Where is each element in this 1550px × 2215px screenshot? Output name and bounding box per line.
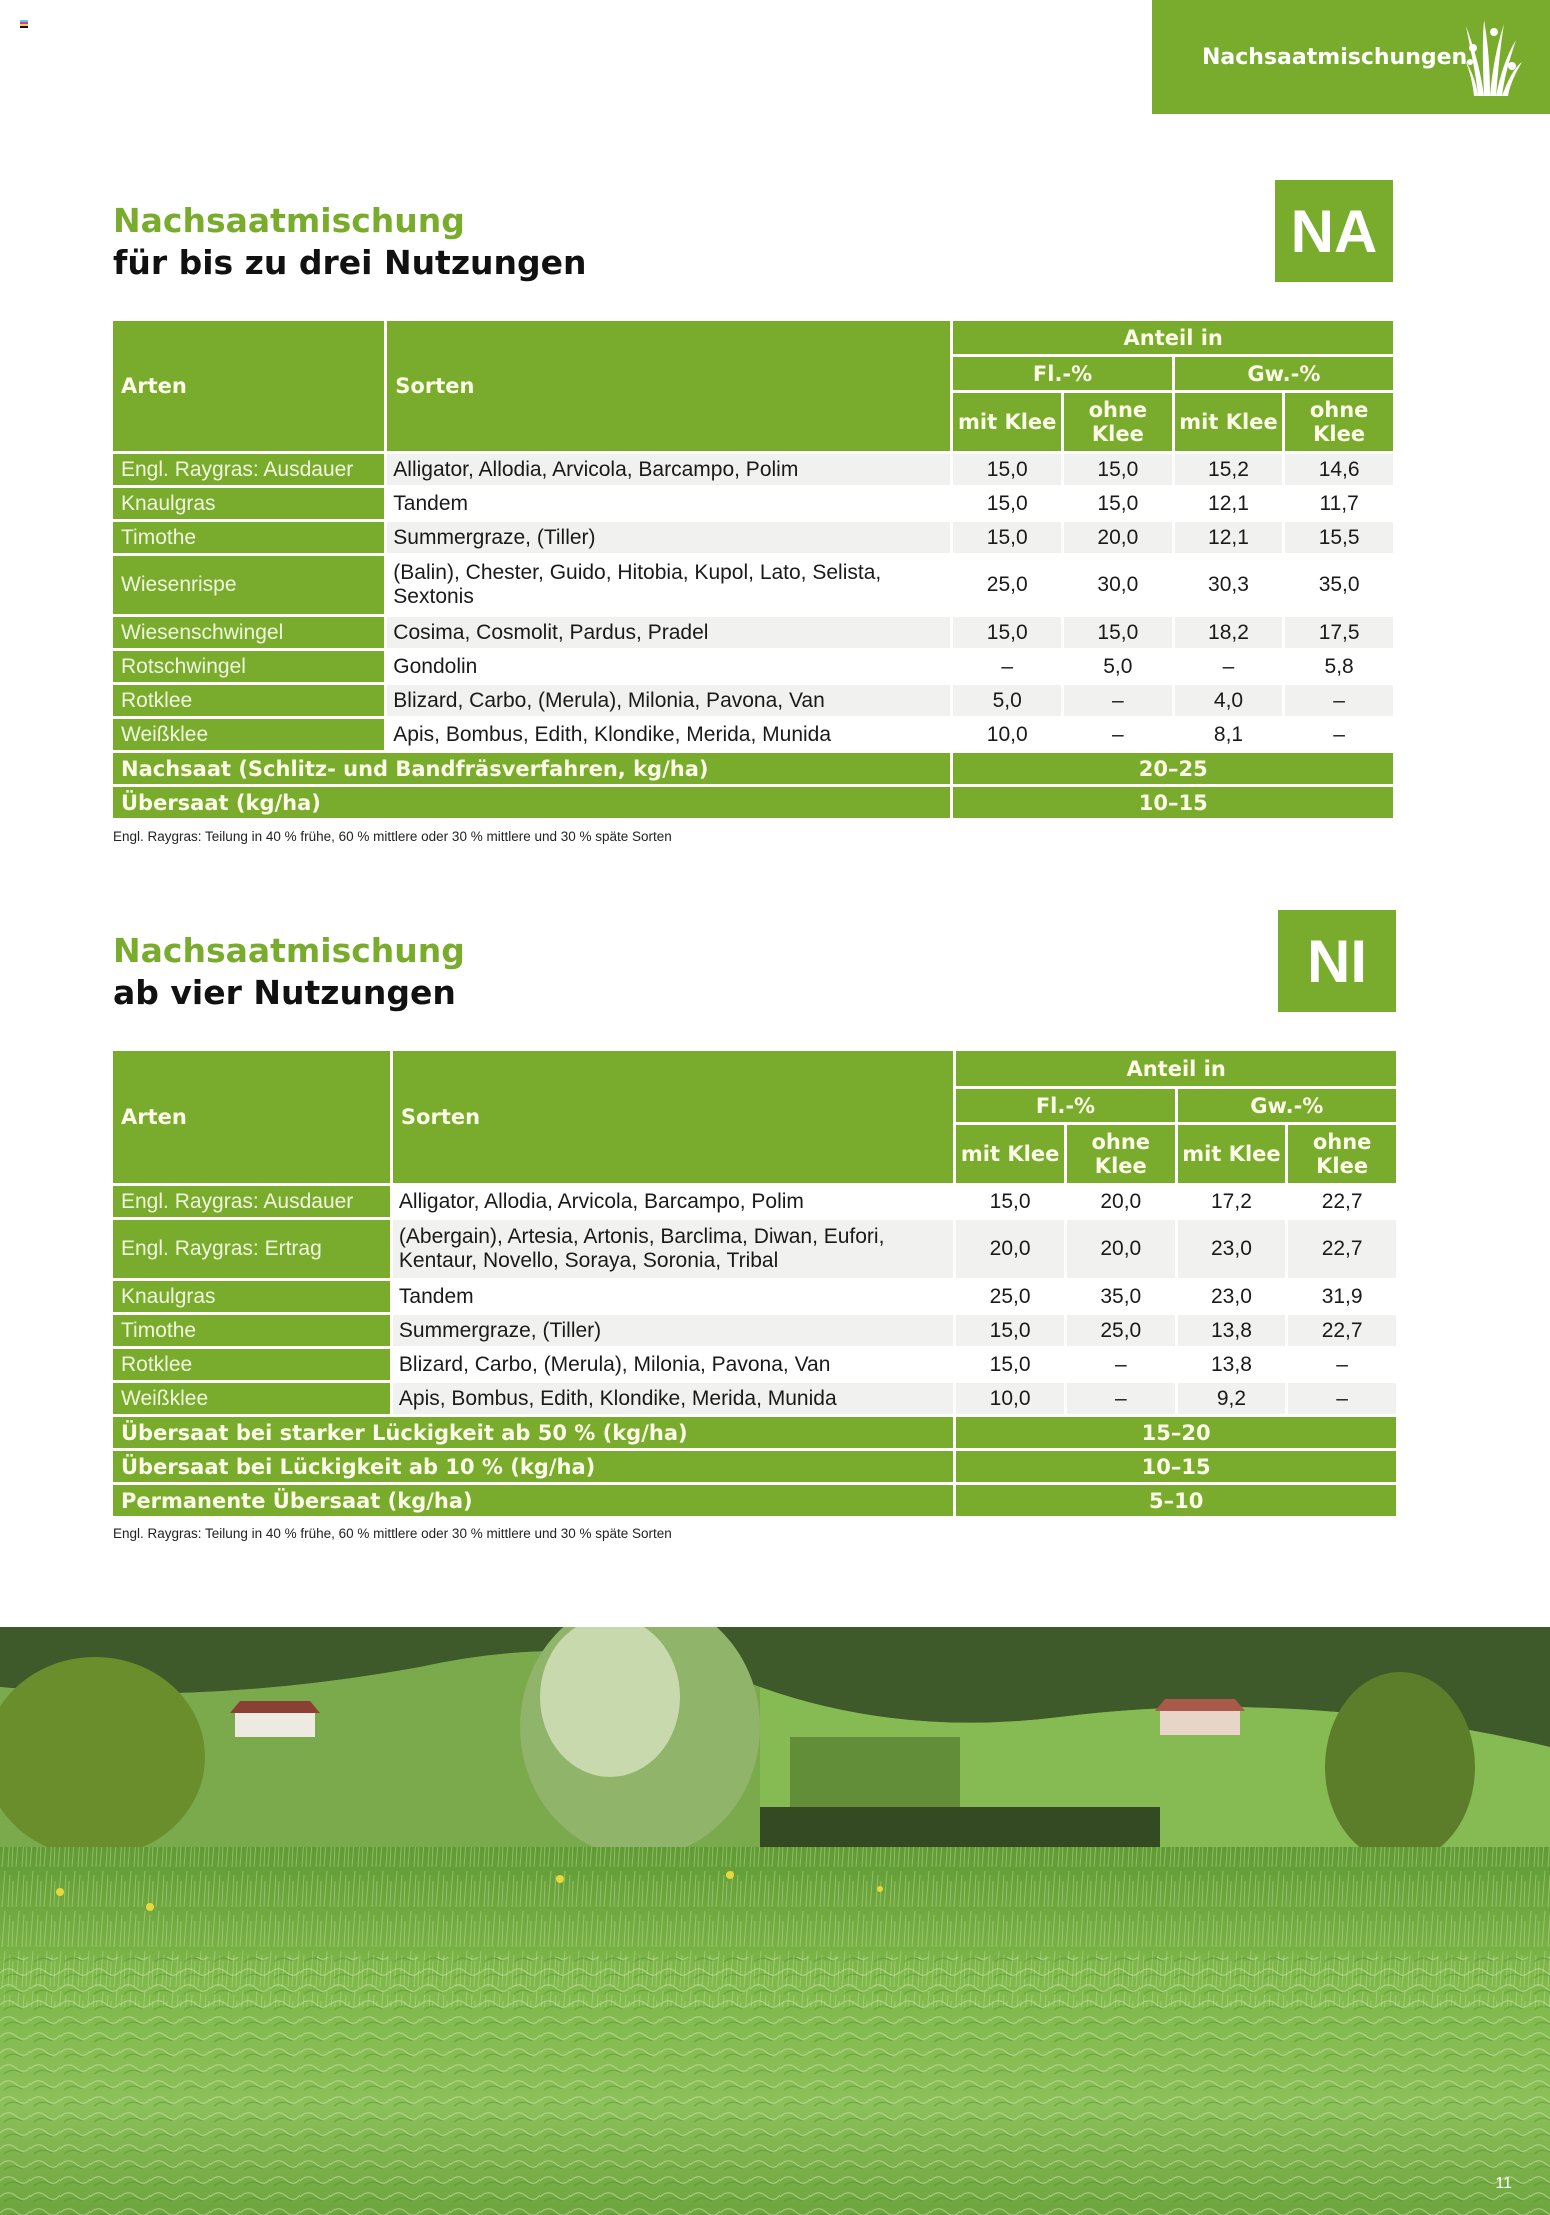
gw-ohne-cell: 14,6 [1285, 454, 1393, 485]
gw-ohne-cell: 11,7 [1285, 488, 1393, 519]
fl-mit-cell: 15,0 [953, 522, 1061, 553]
gw-mit-cell: 30,3 [1175, 556, 1283, 614]
art-cell: Rotklee [113, 1349, 390, 1380]
col-header-gw-mit-klee: mit Klee [1178, 1125, 1286, 1183]
summary-value: 10–15 [956, 1451, 1396, 1482]
gw-mit-cell: 9,2 [1178, 1383, 1286, 1414]
section-tab-label: Nachsaatmischungen [1202, 44, 1468, 70]
fl-mit-cell: 10,0 [953, 719, 1061, 750]
sorten-cell: (Abergain), Artesia, Artonis, Barclima, Diwan, Eufori, Kentaur, Novello, Soraya, Soronia, Tribal [393, 1220, 953, 1278]
table-row [113, 685, 1393, 716]
fl-ohne-cell: – [1067, 1383, 1175, 1414]
sorten-cell: Cosima, Cosmolit, Pardus, Pradel [387, 617, 950, 648]
gw-mit-cell: 17,2 [1178, 1186, 1286, 1217]
art-cell: Wiesenschwingel [113, 617, 384, 648]
gw-mit-cell: 23,0 [1178, 1281, 1286, 1312]
table-row [113, 522, 1393, 553]
fl-ohne-cell: 25,0 [1067, 1315, 1175, 1346]
gw-ohne-cell: 17,5 [1285, 617, 1393, 648]
gw-ohne-cell: 22,7 [1288, 1315, 1396, 1346]
gw-ohne-cell: 22,7 [1288, 1220, 1396, 1278]
page-number: 11 [1495, 2175, 1512, 2192]
landscape-image [0, 1627, 1550, 2215]
fl-ohne-cell: – [1067, 1349, 1175, 1380]
summary-row [113, 1451, 1396, 1482]
table-row [113, 488, 1393, 519]
sorten-cell: Apis, Bombus, Edith, Klondike, Merida, Munida [387, 719, 950, 750]
fl-mit-cell: 20,0 [956, 1220, 1064, 1278]
table-row [113, 454, 1393, 485]
summary-label: Permanente Übersaat (kg/ha) [113, 1485, 953, 1516]
gw-mit-cell: 12,1 [1175, 522, 1283, 553]
mix-na-code-badge: NA [1275, 180, 1393, 282]
sorten-cell: Blizard, Carbo, (Merula), Milonia, Pavona, Van [387, 685, 950, 716]
sorten-cell: Apis, Bombus, Edith, Klondike, Merida, Munida [393, 1383, 953, 1414]
sorten-cell: Tandem [393, 1281, 953, 1312]
grass-icon [1464, 18, 1524, 96]
art-cell: Engl. Raygras: Ertrag [113, 1220, 390, 1278]
section-tab [1152, 0, 1550, 114]
mix-na-section [113, 197, 1393, 860]
fl-mit-cell: – [953, 651, 1061, 682]
mix-ni-title: Nachsaatmischung [113, 931, 465, 970]
summary-row [113, 1485, 1396, 1516]
fl-ohne-cell: 15,0 [1064, 488, 1172, 519]
fl-ohne-cell: 20,0 [1064, 522, 1172, 553]
art-cell: Knaulgras [113, 488, 384, 519]
summary-row [113, 1417, 1396, 1448]
fl-mit-cell: 15,0 [956, 1186, 1064, 1217]
col-header-fl-pct: Fl.-% [953, 357, 1171, 390]
col-header-fl-ohne-klee: ohne Klee [1067, 1125, 1175, 1183]
table-row [113, 556, 1393, 614]
mix-ni-footnote: Engl. Raygras: Teilung in 40 % frühe, 60 % mittlere oder 30 % mittlere und 30 % späte Sorten [113, 1526, 672, 1541]
summary-label: Übersaat bei starker Lückigkeit ab 50 % (kg/ha) [113, 1417, 953, 1448]
gw-ohne-cell: – [1285, 685, 1393, 716]
fl-mit-cell: 25,0 [956, 1281, 1064, 1312]
gw-mit-cell: 13,8 [1178, 1315, 1286, 1346]
gw-mit-cell: 12,1 [1175, 488, 1283, 519]
art-cell: Engl. Raygras: Ausdauer [113, 1186, 390, 1217]
mix-na-footnote: Engl. Raygras: Teilung in 40 % frühe, 60 % mittlere oder 30 % mittlere und 30 % späte Sorten [113, 829, 672, 844]
fl-mit-cell: 10,0 [956, 1383, 1064, 1414]
fl-mit-cell: 15,0 [956, 1315, 1064, 1346]
gw-ohne-cell: 35,0 [1285, 556, 1393, 614]
gw-mit-cell: 15,2 [1175, 454, 1283, 485]
table-row [113, 1383, 1396, 1414]
summary-row [113, 787, 1393, 818]
gw-mit-cell: 13,8 [1178, 1349, 1286, 1380]
col-header-arten: Arten [113, 321, 384, 451]
summary-label: Übersaat bei Lückigkeit ab 10 % (kg/ha) [113, 1451, 953, 1482]
col-header-gw-ohne-klee: ohne Klee [1288, 1125, 1396, 1183]
mix-ni-section [113, 927, 1393, 1550]
table-row [113, 719, 1393, 750]
col-header-sorten: Sorten [387, 321, 950, 451]
summary-label: Übersaat (kg/ha) [113, 787, 950, 818]
art-cell: Knaulgras [113, 1281, 390, 1312]
art-cell: Engl. Raygras: Ausdauer [113, 454, 384, 485]
col-header-gw-mit-klee: mit Klee [1175, 393, 1283, 451]
art-cell: Timothe [113, 1315, 390, 1346]
fl-ohne-cell: 15,0 [1064, 454, 1172, 485]
mix-ni-table [110, 1048, 1399, 1519]
fl-ohne-cell: 20,0 [1067, 1220, 1175, 1278]
mix-ni-code-badge: NI [1278, 910, 1396, 1012]
summary-value: 15–20 [956, 1417, 1396, 1448]
sorten-cell: Alligator, Allodia, Arvicola, Barcampo, Polim [393, 1186, 953, 1217]
gw-ohne-cell: – [1288, 1349, 1396, 1380]
sorten-cell: Tandem [387, 488, 950, 519]
fl-mit-cell: 25,0 [953, 556, 1061, 614]
table-row [113, 1186, 1396, 1217]
gw-mit-cell: 23,0 [1178, 1220, 1286, 1278]
summary-value: 20–25 [953, 753, 1393, 784]
sorten-cell: Summergraze, (Tiller) [387, 522, 950, 553]
gw-ohne-cell: 31,9 [1288, 1281, 1396, 1312]
fl-ohne-cell: – [1064, 719, 1172, 750]
col-header-gw-pct: Gw.-% [1178, 1089, 1396, 1122]
gw-mit-cell: 8,1 [1175, 719, 1283, 750]
gw-ohne-cell: – [1285, 719, 1393, 750]
gw-ohne-cell: 22,7 [1288, 1186, 1396, 1217]
sorten-cell: Summergraze, (Tiller) [393, 1315, 953, 1346]
table-row [113, 651, 1393, 682]
col-header-fl-pct: Fl.-% [956, 1089, 1174, 1122]
mix-na-title: Nachsaatmischung [113, 201, 465, 240]
mix-na-table [110, 318, 1396, 821]
summary-label: Nachsaat (Schlitz- und Bandfräsverfahren, kg/ha) [113, 753, 950, 784]
table-row [113, 617, 1393, 648]
fl-ohne-cell: 20,0 [1067, 1186, 1175, 1217]
art-cell: Rotklee [113, 685, 384, 716]
fl-mit-cell: 15,0 [953, 617, 1061, 648]
fl-ohne-cell: – [1064, 685, 1172, 716]
table-row [113, 1349, 1396, 1380]
mix-na-subtitle: für bis zu drei Nutzungen [113, 243, 587, 282]
art-cell: Weißklee [113, 719, 384, 750]
sorten-cell: (Balin), Chester, Guido, Hitobia, Kupol, Lato, Selista, Sextonis [387, 556, 950, 614]
table-row [113, 1315, 1396, 1346]
fl-mit-cell: 15,0 [953, 454, 1061, 485]
meadow-landscape-photo [0, 1627, 1550, 2215]
gw-ohne-cell: – [1288, 1383, 1396, 1414]
fl-mit-cell: 5,0 [953, 685, 1061, 716]
col-header-arten: Arten [113, 1051, 390, 1183]
col-header-fl-ohne-klee: ohne Klee [1064, 393, 1172, 451]
sorten-cell: Gondolin [387, 651, 950, 682]
col-header-fl-mit-klee: mit Klee [956, 1125, 1064, 1183]
gw-ohne-cell: 5,8 [1285, 651, 1393, 682]
fl-mit-cell: 15,0 [956, 1349, 1064, 1380]
col-header-gw-pct: Gw.-% [1175, 357, 1393, 390]
print-color-marks [20, 20, 28, 28]
col-header-gw-ohne-klee: ohne Klee [1285, 393, 1393, 451]
gw-mit-cell: – [1175, 651, 1283, 682]
art-cell: Rotschwingel [113, 651, 384, 682]
col-header-fl-mit-klee: mit Klee [953, 393, 1061, 451]
mix-ni-subtitle: ab vier Nutzungen [113, 973, 456, 1012]
gw-mit-cell: 4,0 [1175, 685, 1283, 716]
art-cell: Wiesenrispe [113, 556, 384, 614]
summary-value: 5–10 [956, 1485, 1396, 1516]
col-header-anteil-in: Anteil in [956, 1051, 1396, 1086]
fl-ohne-cell: 15,0 [1064, 617, 1172, 648]
art-cell: Weißklee [113, 1383, 390, 1414]
sorten-cell: Alligator, Allodia, Arvicola, Barcampo, Polim [387, 454, 950, 485]
table-row [113, 1220, 1396, 1278]
summary-value: 10–15 [953, 787, 1393, 818]
fl-ohne-cell: 35,0 [1067, 1281, 1175, 1312]
gw-mit-cell: 18,2 [1175, 617, 1283, 648]
fl-ohne-cell: 30,0 [1064, 556, 1172, 614]
sorten-cell: Blizard, Carbo, (Merula), Milonia, Pavona, Van [393, 1349, 953, 1380]
fl-ohne-cell: 5,0 [1064, 651, 1172, 682]
gw-ohne-cell: 15,5 [1285, 522, 1393, 553]
art-cell: Timothe [113, 522, 384, 553]
table-row [113, 1281, 1396, 1312]
summary-row [113, 753, 1393, 784]
fl-mit-cell: 15,0 [953, 488, 1061, 519]
col-header-anteil-in: Anteil in [953, 321, 1393, 354]
col-header-sorten: Sorten [393, 1051, 953, 1183]
